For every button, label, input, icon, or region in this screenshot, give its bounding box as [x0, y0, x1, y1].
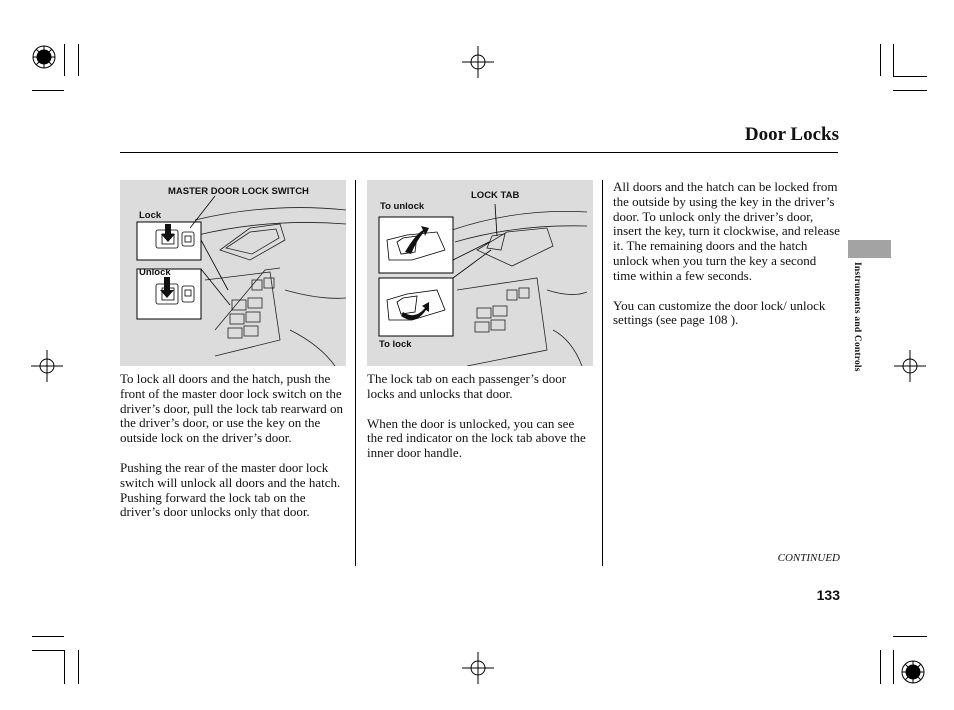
paragraph: Pushing the rear of the master door lock switch will unlock all doors and the hatch. Pushing forward the lock tab on the driver’s door unlocks only that door. [120, 459, 341, 520]
callout-lock: Lock [139, 210, 162, 221]
page-number: 133 [816, 587, 840, 603]
continued-label: CONTINUED [777, 552, 840, 564]
callout-to-unlock: To unlock [380, 201, 425, 212]
callout-to-lock: To lock [379, 339, 412, 350]
column-2 [367, 372, 593, 476]
page-title: Door Locks [744, 124, 839, 145]
section-tab [848, 240, 891, 258]
paragraph: The lock tab on each passenger’s door locks and unlocks that door. [367, 371, 567, 401]
callout-master-switch: MASTER DOOR LOCK SWITCH [168, 186, 309, 197]
paragraph: When the door is unlocked, you can see the red indicator on the lock tab above the inner door handle. [367, 415, 586, 461]
section-label: Instruments and Controls [852, 262, 862, 372]
callout-lock-tab: LOCK TAB [471, 190, 520, 201]
column-1 [120, 372, 348, 535]
column-divider [355, 180, 356, 566]
callout-unlock: Unlock [139, 267, 171, 278]
paragraph: All doors and the hatch can be locked from the outside by using the key in the driver’s door. To unlock only the driver’s door, insert the key, turn it clockwise, and release it. The remaining doors and the hatch unlock when you turn the key a second time within a few seconds. [613, 179, 840, 283]
title-rule [120, 152, 838, 153]
paragraph: You can customize the door lock/ unlock settings (see page 108 ). [613, 297, 826, 328]
column-divider [602, 180, 603, 566]
figure-lock-tab [367, 180, 593, 366]
column-3 [613, 180, 840, 343]
figure-master-switch [120, 180, 346, 366]
paragraph: To lock all doors and the hatch, push the front of the master door lock switch on the driver’s door, pull the lock tab rearward on the driver’s door, or use the key on the outside lock on the driver’s door. [120, 371, 344, 446]
